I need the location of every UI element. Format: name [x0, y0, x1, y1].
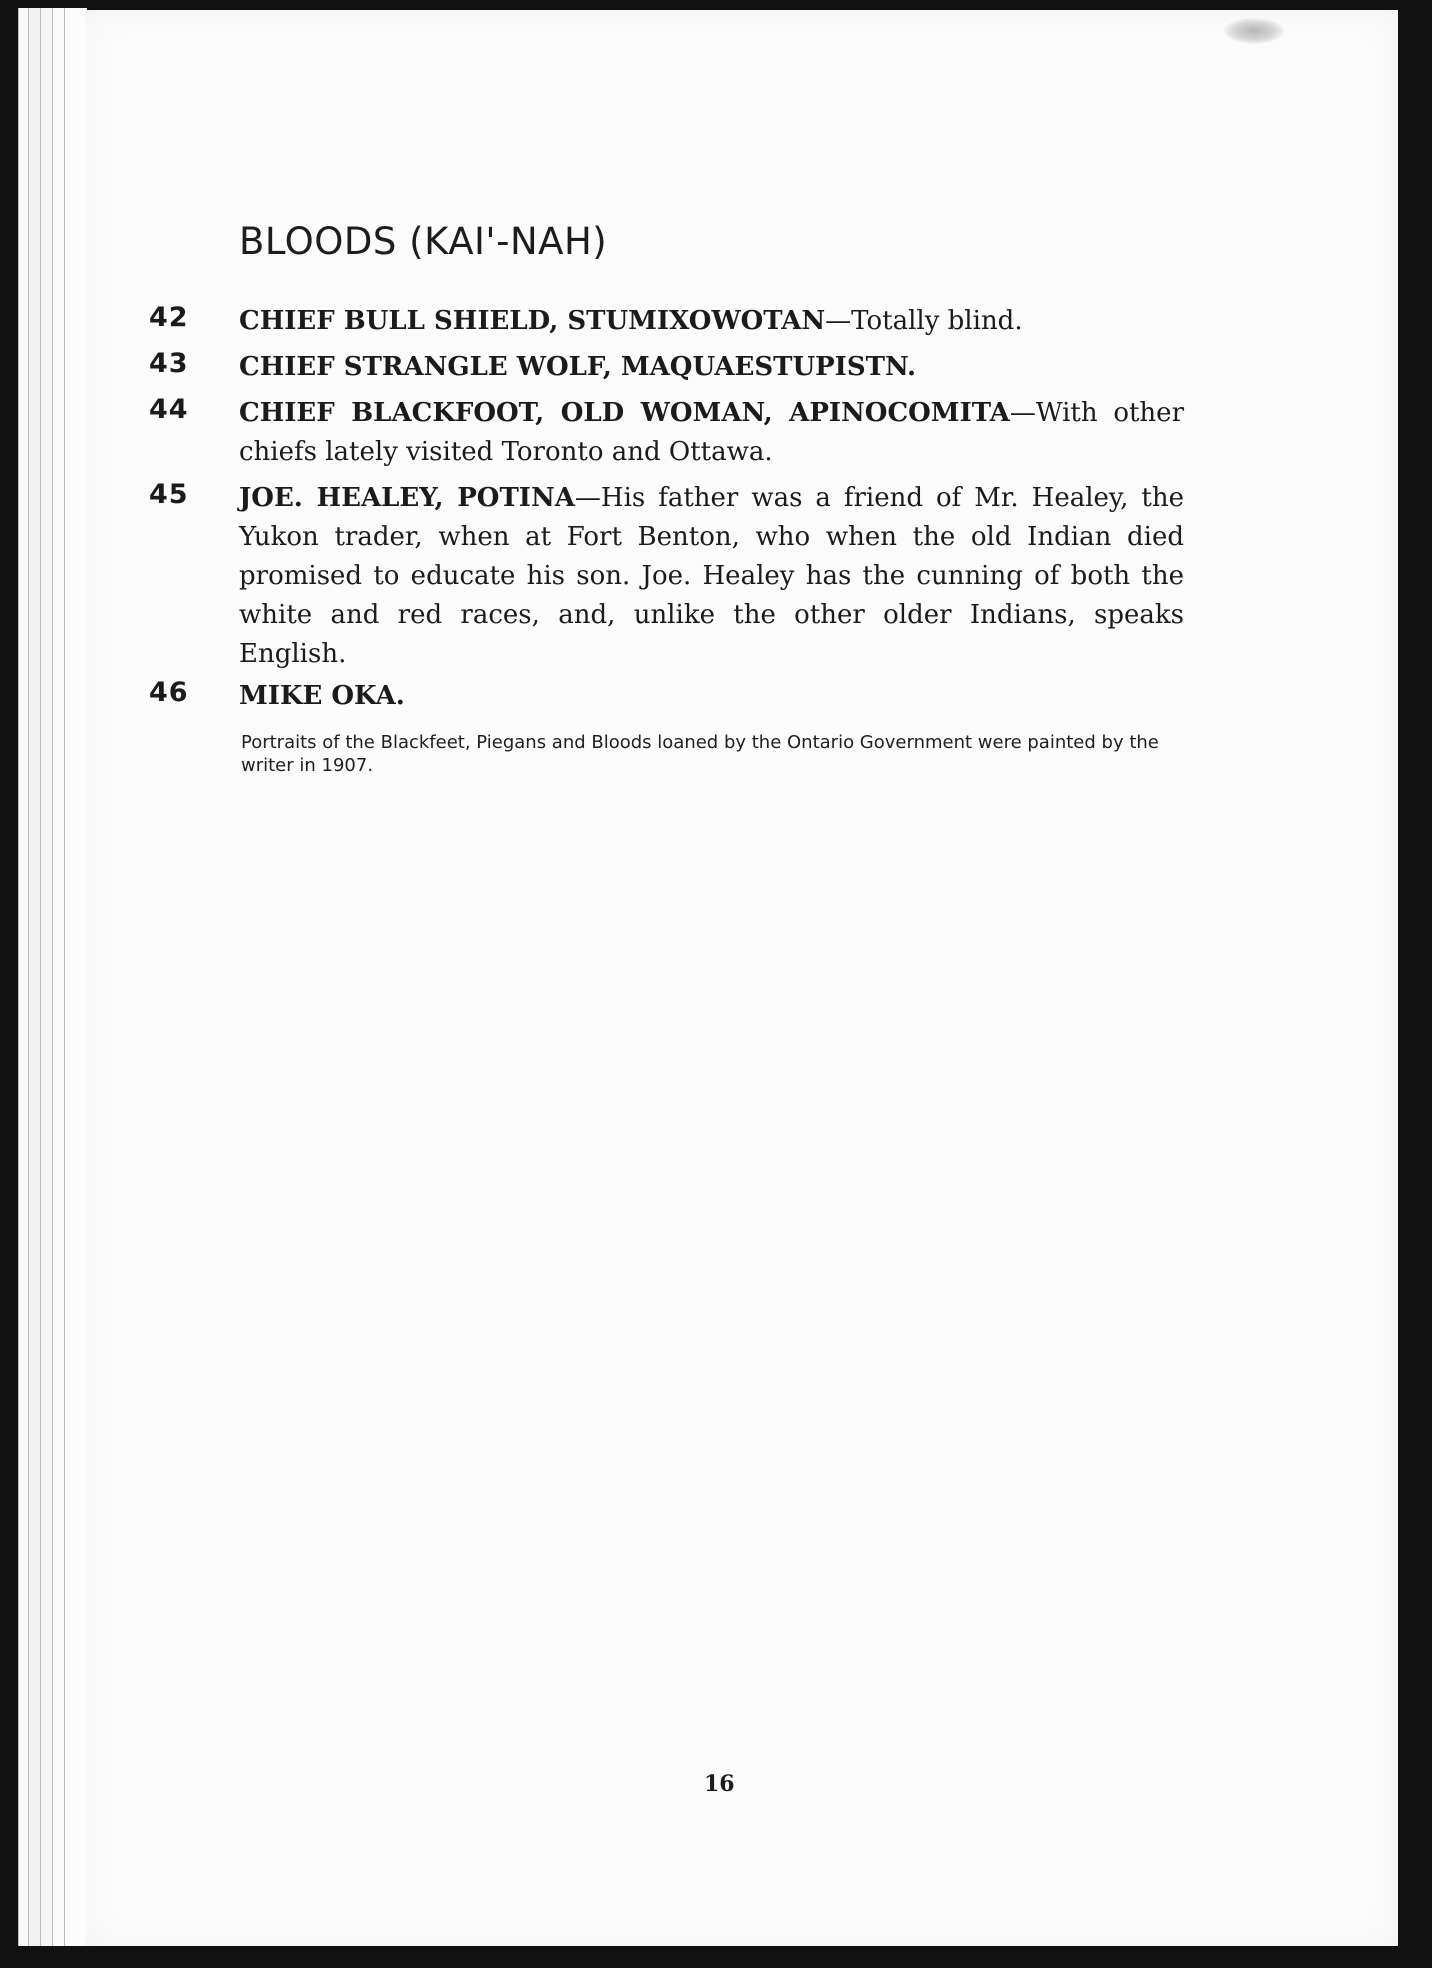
entry-number: 44	[149, 394, 189, 425]
entry-text	[239, 394, 1184, 472]
entry-description: —Totally blind.	[825, 306, 1023, 336]
entry-description: —His father was a friend of Mr. Healey, the Yukon trader, when at Fort Benton, who when the old Indian died promised to educate his son. Joe. Healey has the cunning of both the white and red races, and, unlike the other older Indians, speaks English.	[239, 483, 1184, 669]
section-heading: BLOODS (KAI'-NAH)	[239, 220, 608, 263]
entry-title: CHIEF BULL SHIELD, STUMIXOWOTAN	[239, 306, 826, 336]
entry-text	[239, 348, 1184, 387]
entry-text	[239, 677, 1184, 716]
entry-number: 43	[149, 348, 189, 379]
entry-number: 46	[149, 677, 189, 708]
entry-title: CHIEF STRANGLE WOLF, MAQUAESTUPISTN.	[239, 352, 917, 382]
entry-number: 42	[149, 302, 189, 333]
entry-title: JOE. HEALEY, POTINA	[239, 483, 575, 513]
entry-text	[239, 479, 1184, 674]
page-number: 16	[704, 1771, 735, 1797]
entry-text	[239, 302, 1184, 341]
entry-title: MIKE OKA.	[239, 681, 405, 711]
entry-title: CHIEF BLACKFOOT, OLD WOMAN, APINOCOMITA	[239, 398, 1010, 428]
footnote: Portraits of the Blackfeet, Piegans and Bloods loaned by the Ontario Government were painted by the writer in 1907.	[241, 732, 1159, 776]
entry-description: —With other chiefs lately visited Toronto and Ottawa.	[239, 398, 1184, 467]
entry-number: 45	[149, 479, 189, 510]
